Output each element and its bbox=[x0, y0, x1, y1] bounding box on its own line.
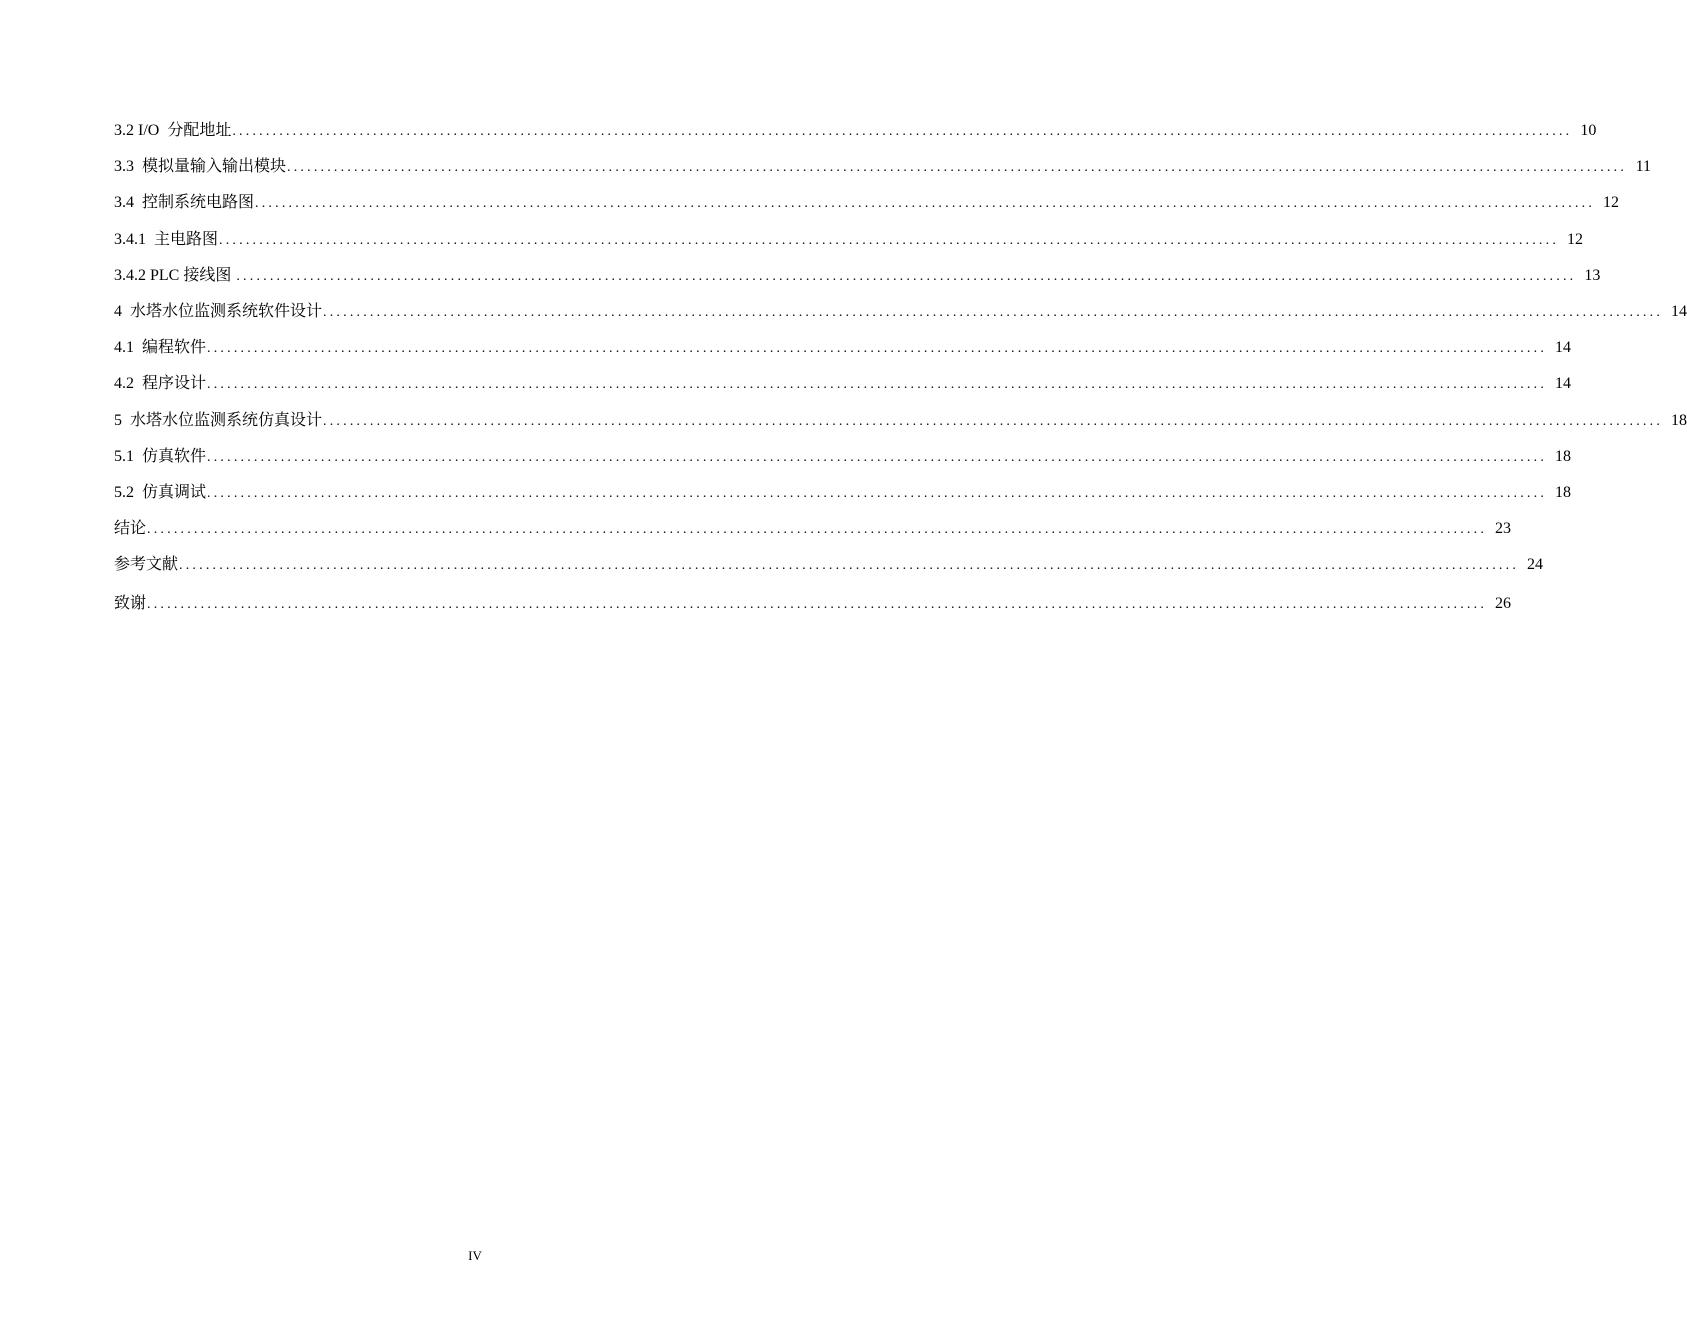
toc-dot-leader: ........................................................................................................................................................................................................ bbox=[207, 449, 1548, 465]
toc-dot-leader: ........................................................................................................................................................................................................ bbox=[147, 522, 1488, 538]
toc-entry-title: 3.4.1 主电路图 bbox=[114, 230, 219, 248]
toc-entry-page: 12 bbox=[1567, 230, 1584, 248]
toc-entry-title: 5 水塔水位监测系统仿真设计 bbox=[114, 411, 323, 429]
toc-entry-page: 18 bbox=[1555, 447, 1572, 465]
toc-entry-page: 12 bbox=[1603, 194, 1620, 212]
toc-entry-title: 结论 bbox=[114, 520, 147, 538]
toc-entry[interactable] bbox=[114, 409, 1687, 445]
toc-entry[interactable] bbox=[114, 481, 1572, 517]
toc-entry-title: 5.2 仿真调试 bbox=[114, 483, 207, 501]
toc-entry-page: 26 bbox=[1495, 595, 1512, 613]
toc-entry[interactable] bbox=[114, 553, 1544, 589]
toc-dot-leader: ........................................................................................................................................................................................................ bbox=[323, 304, 1664, 320]
toc-entry-title: 3.4.2 PLC 接线图 bbox=[114, 266, 236, 284]
toc-dot-leader: ........................................................................................................................................................................................................ bbox=[179, 558, 1520, 574]
toc-entry[interactable] bbox=[114, 517, 1512, 553]
toc-dot-leader: ........................................................................................................................................................................................................ bbox=[232, 124, 1573, 139]
toc-entry-page: 13 bbox=[1584, 266, 1601, 284]
toc-dot-leader: ........................................................................................................................................................................................................ bbox=[207, 485, 1548, 501]
toc-entry-page: 23 bbox=[1495, 520, 1512, 538]
toc-entry[interactable] bbox=[114, 155, 1652, 191]
toc-entry-page: 14 bbox=[1555, 339, 1572, 357]
toc-dot-leader: ........................................................................................................................................................................................................ bbox=[255, 196, 1596, 212]
toc-entry-page: 18 bbox=[1555, 483, 1572, 501]
toc-entry-title: 4.2 程序设计 bbox=[114, 375, 207, 393]
toc-entry-page: 10 bbox=[1580, 122, 1597, 139]
toc-entry[interactable] bbox=[114, 264, 1601, 300]
toc-entry-title: 3.2 I/O 分配地址 bbox=[114, 122, 232, 139]
toc-dot-leader: ........................................................................................................................................................................................................ bbox=[236, 268, 1577, 284]
toc-entry-title: 5.1 仿真软件 bbox=[114, 447, 207, 465]
toc-entry[interactable] bbox=[114, 191, 1620, 227]
toc-entry-title: 3.4 控制系统电路图 bbox=[114, 194, 255, 212]
toc-entry-page: 14 bbox=[1555, 375, 1572, 393]
toc-entry-title: 参考文献 bbox=[114, 556, 179, 574]
toc-dot-leader: ........................................................................................................................................................................................................ bbox=[207, 377, 1548, 393]
toc-entry[interactable] bbox=[114, 300, 1687, 336]
toc-dot-leader: ........................................................................................................................................................................................................ bbox=[219, 232, 1560, 248]
toc-entry[interactable] bbox=[114, 228, 1584, 264]
toc-entry-page: 11 bbox=[1635, 158, 1652, 176]
toc-entry[interactable] bbox=[114, 119, 1597, 155]
toc-entry-page: 18 bbox=[1671, 411, 1687, 429]
toc-dot-leader: ........................................................................................................................................................................................................ bbox=[207, 341, 1548, 357]
page-number: IV bbox=[468, 1248, 482, 1263]
table-of-contents bbox=[114, 119, 1687, 629]
toc-entry-page: 24 bbox=[1527, 556, 1544, 574]
toc-entry-title: 4.1 编程软件 bbox=[114, 339, 207, 357]
toc-entry-title: 3.3 模拟量输入输出模块 bbox=[114, 158, 287, 176]
toc-entry[interactable] bbox=[114, 445, 1572, 481]
toc-entry-page: 14 bbox=[1671, 302, 1687, 320]
toc-dot-leader: ........................................................................................................................................................................................................ bbox=[147, 597, 1488, 613]
toc-dot-leader: ........................................................................................................................................................................................................ bbox=[287, 160, 1628, 176]
toc-dot-leader: ........................................................................................................................................................................................................ bbox=[323, 413, 1664, 429]
toc-entry[interactable] bbox=[114, 592, 1512, 628]
toc-entry[interactable] bbox=[114, 336, 1572, 372]
toc-entry-title: 致谢 bbox=[114, 595, 147, 613]
toc-entry-title: 4 水塔水位监测系统软件设计 bbox=[114, 302, 323, 320]
toc-entry[interactable] bbox=[114, 372, 1572, 408]
